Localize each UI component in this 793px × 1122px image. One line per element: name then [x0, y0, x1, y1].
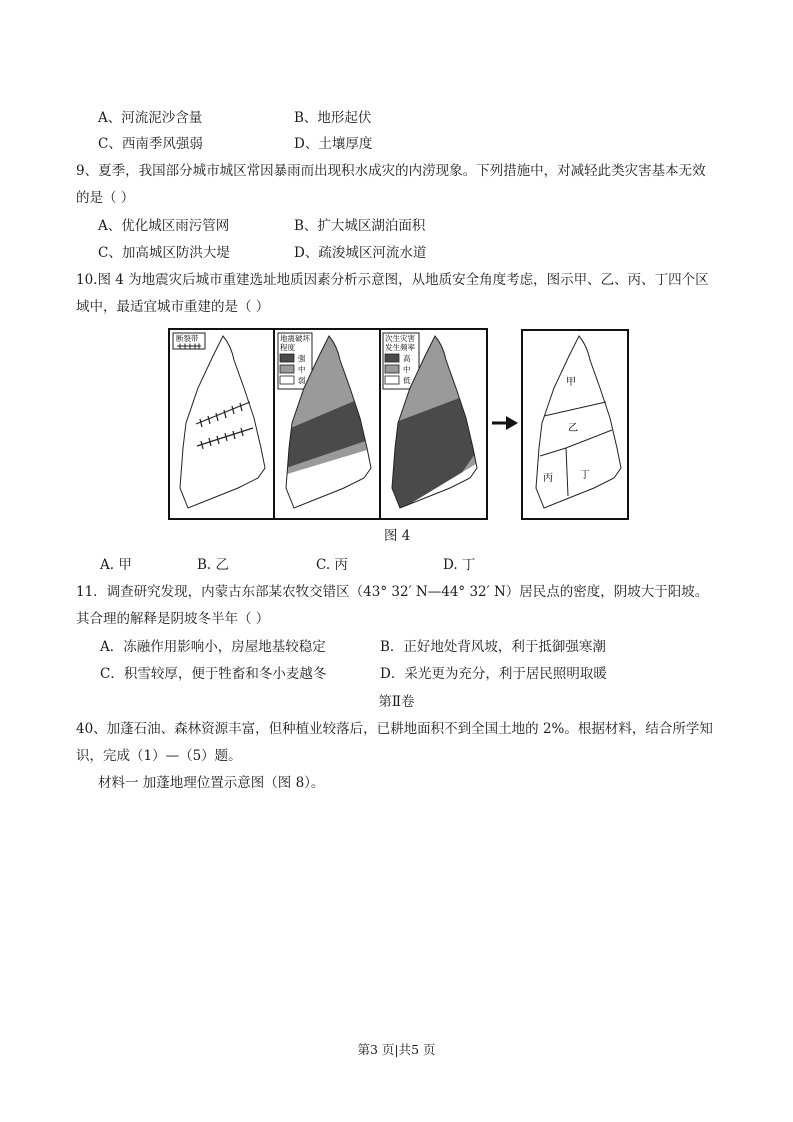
q9-stem-line1: 9、夏季，我国部分城市城区常因暴雨而出现积水成灾的内涝现象。下列措施中，对减轻此类灾害基本无效	[76, 163, 706, 179]
q9-option-a: A、优化城区雨污管网	[98, 218, 230, 234]
q11-stem-line2: 其合理的解释是阴坡冬半年（ ）	[76, 611, 270, 627]
q40-material-1: 材料一 加蓬地理位置示意图（图 8）。	[98, 775, 325, 791]
page-footer: 第3 页|共5 页	[357, 1042, 436, 1057]
q11-stem-line1: 11．调查研究发现，内蒙古东部某农牧交错区（43° 32′ N—44° 32′ N）居民点的密度，阴坡大于阳坡。	[76, 584, 709, 600]
section-2-title: 第Ⅱ卷	[378, 694, 415, 710]
q10-option-d: D. 丁	[443, 557, 476, 573]
legend-quake-swatch-weak	[280, 376, 294, 384]
figure-4-svg	[168, 328, 630, 522]
q10-option-a: A. 甲	[100, 557, 132, 573]
legend-disaster-swatch-low	[385, 376, 399, 384]
legend-quake-title-1: 地震破坏	[280, 334, 310, 343]
arrow-right-icon	[492, 416, 518, 430]
q8-option-d: D、土壤厚度	[294, 136, 373, 152]
panel-secondary-disaster	[380, 328, 486, 522]
legend-quake-strong: 强	[298, 354, 306, 363]
legend-quake-weak: 弱	[298, 376, 306, 385]
q8-option-b: B、地形起伏	[294, 110, 372, 126]
legend-quake-mid: 中	[298, 365, 306, 374]
q9-option-c: C、加高城区防洪大堤	[98, 245, 230, 261]
panel-fault	[173, 333, 265, 508]
q10-option-c: C. 丙	[316, 557, 348, 573]
q9-stem-line2: 的是（ ）	[76, 190, 135, 206]
region-outline-1	[180, 336, 265, 508]
region-label-jia: 甲	[566, 377, 576, 388]
q9-option-b: B、扩大城区湖泊面积	[294, 218, 426, 234]
q8-option-a: A、河流泥沙含量	[98, 110, 203, 126]
q11-option-b: B．正好地处背风坡，利于抵御强寒潮	[380, 639, 606, 655]
q11-option-d: D．采光更为充分，利于居民照明取暖	[380, 666, 607, 682]
q10-stem-line1: 10.图 4 为地震灾后城市重建选址地质因素分析示意图，从地质安全角度考虑，图示甲、乙、丙、丁四个区	[76, 272, 709, 288]
region-label-bing: 丙	[543, 473, 553, 484]
legend-quake-title-2: 程度	[280, 343, 295, 352]
legend-disaster-swatch-mid	[385, 365, 399, 373]
q9-option-d: D、疏浚城区河流水道	[294, 245, 427, 261]
legend-disaster-title-2: 发生频率	[385, 343, 415, 352]
panel-result	[522, 330, 628, 519]
q11-option-c: C．积雪较厚，便于牲畜和冬小麦越冬	[100, 666, 327, 682]
q40-stem-line1: 40、加蓬石油、森林资源丰富，但种植业较落后，已耕地面积不到全国土地的 2%。根据材料，结合所学知	[76, 721, 713, 737]
q10-option-b: B. 乙	[197, 557, 230, 573]
panel-quake-damage	[274, 328, 380, 522]
region-label-yi: 乙	[568, 423, 578, 434]
legend-disaster-title-1: 次生灾害	[385, 334, 415, 343]
figure-caption: 图 4	[384, 528, 411, 544]
q10-stem-line2: 域中，最适宜城市重建的是（ ）	[76, 299, 270, 315]
figure-4	[168, 328, 630, 522]
q11-option-a: A．冻融作用影响小，房屋地基较稳定	[100, 639, 326, 655]
legend-quake-swatch-strong	[280, 354, 294, 362]
legend-disaster-swatch-high	[385, 354, 399, 362]
legend-disaster-mid: 中	[403, 365, 411, 374]
region-label-ding: 丁	[580, 470, 590, 481]
legend-disaster-high: 高	[403, 354, 411, 363]
legend-disaster-low: 低	[403, 376, 411, 385]
disaster-zone-high	[380, 388, 486, 522]
legend-fault-label: 断裂带	[176, 334, 199, 343]
q40-stem-line2: 识，完成（1）—（5）题。	[76, 748, 242, 764]
q8-option-c: C、西南季风强弱	[98, 136, 203, 152]
legend-quake-swatch-mid	[280, 365, 294, 373]
